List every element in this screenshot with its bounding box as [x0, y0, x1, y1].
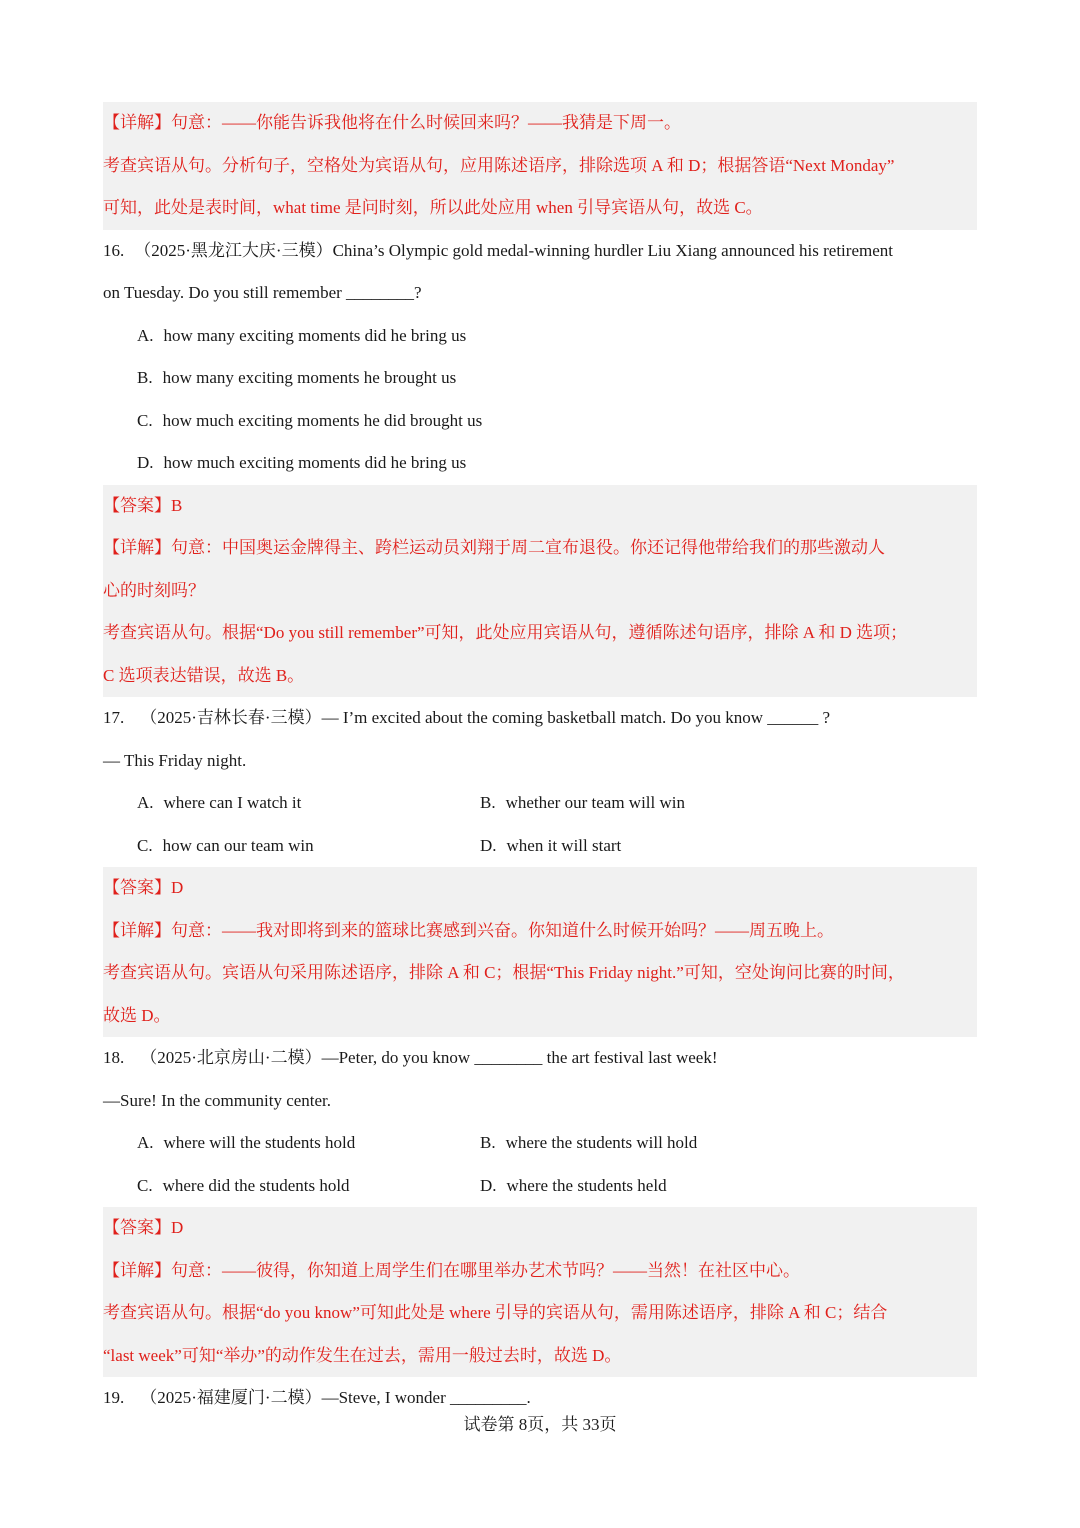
answer-value: B	[171, 495, 183, 515]
question-stem	[103, 1037, 977, 1080]
explain-text: 句意：——彼得，你知道上周学生们在哪里举办艺术节吗？——当然！在社区中心。	[171, 1260, 800, 1280]
question-text: — I’m excited about the coming basketball match. Do you know ______ ?	[321, 708, 831, 727]
explain-text: 句意：——我对即将到来的篮球比赛感到兴奋。你知道什么时候开始吗？——周五晚上。	[171, 920, 834, 940]
answer-line	[103, 1207, 977, 1250]
answer-line	[103, 867, 977, 910]
question-16	[103, 230, 977, 485]
explain-tag: 【详解】	[103, 920, 171, 940]
option-b[interactable]: B. how many exciting moments he brought us	[137, 368, 457, 387]
explain-tag: 【详解】	[103, 1260, 171, 1280]
option-d[interactable]: D. how much exciting moments did he bring us	[137, 453, 467, 472]
option-c[interactable]: C. how can our team win	[137, 835, 314, 855]
explain-line	[103, 102, 977, 145]
explanation-block-16	[103, 485, 977, 698]
question-number: 18.	[103, 1048, 125, 1067]
option-row	[103, 1165, 977, 1208]
answer-value: D	[171, 1218, 184, 1237]
question-source: （2025·福建厦门·二模）	[140, 1388, 322, 1407]
option-a[interactable]: A. where will the students hold	[137, 1133, 356, 1152]
question-stem	[103, 230, 977, 273]
explain-line	[103, 1250, 977, 1293]
question-stem	[103, 697, 977, 740]
explain-line	[103, 910, 977, 953]
option-d[interactable]: D. where the students held	[480, 1175, 667, 1195]
answer-tag: 【答案】	[103, 1218, 171, 1237]
analysis-line: 故选 D。	[103, 1005, 171, 1025]
analysis-line: 考查宾语从句。根据“Do you still remember”可知，此处应用宾语从句，遵循陈述句语序，排除 A 和 D 选项；	[103, 623, 908, 642]
option-b[interactable]: B. whether our team will win	[480, 793, 685, 812]
answer-line	[103, 485, 977, 528]
option-c[interactable]: C. how much exciting moments he did brought us	[137, 410, 483, 430]
question-stem-cont: on Tuesday. Do you still remember ________?	[103, 283, 422, 302]
explain-text: 句意：中国奥运金牌得主、跨栏运动员刘翔于周二宣布退役。你还记得他带给我们的那些激动人	[171, 538, 885, 557]
question-source: （2025·北京房山·二模）	[140, 1048, 322, 1067]
exam-page	[103, 102, 977, 1420]
analysis-line: 考查宾语从句。根据“do you know”可知此处是 where 引导的宾语从句，需用陈述语序，排除 A 和 C；结合	[103, 1303, 888, 1322]
explain-tag: 【详解】	[103, 113, 171, 132]
explain-text: 句意：——你能告诉我他将在什么时候回来吗？——我猜是下周一。	[171, 113, 681, 132]
analysis-line: “last week”可知“举办”的动作发生在过去，需用一般过去时，故选 D。	[103, 1345, 622, 1365]
question-17	[103, 697, 977, 867]
option-d[interactable]: D. when it will start	[480, 835, 622, 855]
option-a[interactable]: A. where can I watch it	[137, 793, 302, 812]
option-row	[103, 825, 977, 868]
explanation-block-17	[103, 867, 977, 1037]
question-18	[103, 1037, 977, 1207]
question-text: —Peter, do you know ________ the art festival last week!	[321, 1048, 718, 1067]
analysis-line: 考查宾语从句。宾语从句采用陈述语序，排除 A 和 C；根据“This Friday night.”可知，空处询问比赛的时间，	[103, 963, 905, 982]
option-row	[103, 782, 977, 825]
analysis-line: 可知，此处是表时间，what time 是问时刻，所以此处应用 when 引导宾语从句，故选 C。	[103, 198, 763, 217]
question-number: 19.	[103, 1388, 125, 1407]
answer-value: D	[171, 878, 184, 897]
answer-tag: 【答案】	[103, 495, 171, 515]
page-footer: 试卷第 8页，共 33页	[463, 1415, 617, 1434]
question-text: —Steve, I wonder _________.	[321, 1388, 531, 1407]
explain-line	[103, 527, 977, 570]
option-c[interactable]: C. where did the students hold	[137, 1175, 350, 1195]
option-a[interactable]: A. how many exciting moments did he bring us	[137, 325, 467, 345]
question-number: 16.	[103, 240, 125, 260]
explanation-block-18	[103, 1207, 977, 1377]
question-text: China’s Olympic gold medal-winning hurdler Liu Xiang announced his retirement	[332, 240, 893, 260]
option-row	[103, 1122, 977, 1165]
question-reply: — This Friday night.	[103, 750, 247, 770]
analysis-line: C 选项表达错误，故选 B。	[103, 665, 305, 685]
question-number: 17.	[103, 708, 125, 727]
option-b[interactable]: B. where the students will hold	[480, 1133, 698, 1152]
question-source: （2025·吉林长春·三模）	[140, 708, 322, 727]
analysis-line: 考查宾语从句。分析句子，空格处为宾语从句，应用陈述语序，排除选项 A 和 D；根据答语“Next Monday”	[103, 155, 895, 175]
explanation-block-15	[103, 102, 977, 230]
question-source: （2025·黑龙江大庆·三模）	[134, 240, 333, 260]
answer-tag: 【答案】	[103, 878, 171, 897]
explain-tag: 【详解】	[103, 538, 171, 557]
question-reply: —Sure! In the community center.	[103, 1090, 332, 1110]
explain-line-cont: 心的时刻吗？	[103, 580, 205, 600]
